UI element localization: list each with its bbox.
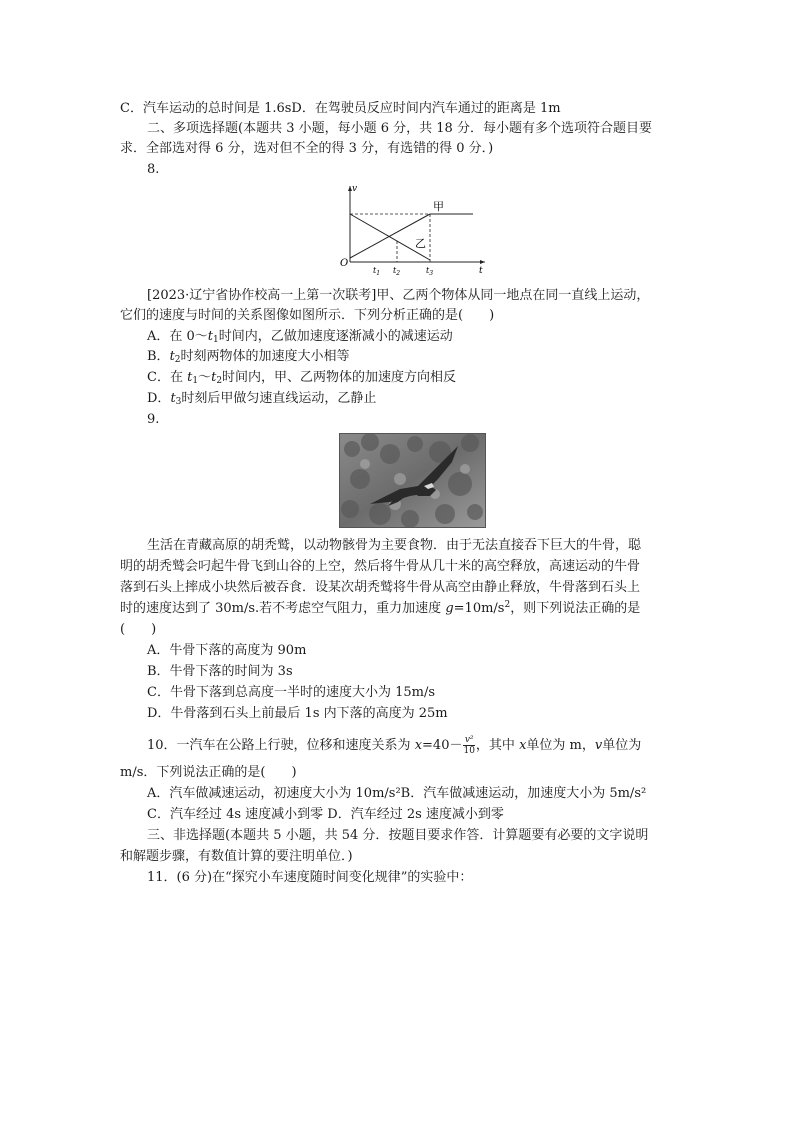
section2-heading-cont: 求．全部选对得 6 分，选对但不全的得 3 分，有选错的得 0 分．) xyxy=(120,141,494,156)
yi-label: 乙 xyxy=(415,237,426,250)
vt-graph xyxy=(335,180,495,280)
q9-option-d: D．牛骨落到石头上前最后 1s 内下落的高度为 25m xyxy=(147,706,448,721)
q9-option-c: C．牛骨下落到总高度一半时的速度大小为 15m/s xyxy=(147,685,435,700)
t-axis-arrow xyxy=(480,260,485,264)
origin-label: O xyxy=(340,258,349,269)
q9-para-1: 生活在青藏高原的胡秃鹫，以动物骸骨为主要食物．由于无法直接吞下巨大的牛骨，聪 xyxy=(147,538,642,553)
eagle-photo xyxy=(339,433,486,528)
q8-option-a: A．在 $0\sim t_1$时间内，乙做加速度逐渐减小的减速运动 xyxy=(147,329,453,345)
t3-label: $t_3$ xyxy=(426,266,434,277)
q9-option-b: B．牛骨下落的时间为 3s xyxy=(147,664,293,679)
q10-fraction: $\frac{\text{v²}}{10}$ xyxy=(463,735,475,756)
q8-number: 8. xyxy=(147,162,160,177)
q9-para-2: 明的胡秃鹫会叼起牛骨飞到山谷的上空，然后将牛骨从几十米的高空释放，高速运动的牛骨 xyxy=(120,559,641,574)
eagle-photo-image xyxy=(340,434,485,527)
q8-option-b: B．$t_2$时刻两物体的加速度大小相等 xyxy=(147,349,350,365)
q9-para-5: ( ) xyxy=(120,622,157,637)
q8-stem-1: [2023·辽宁省协作校高一上第一次联考]甲、乙两个物体从同一地点在同一直线上运动， xyxy=(147,288,650,303)
q9-para-4: 时的速度达到了 30m/s.若不考虑空气阻力，重力加速度 $g=10m/s^2$，则下列说法正确的是 xyxy=(120,600,641,616)
t-axis-label: t xyxy=(479,266,483,276)
section3-heading-cont: 和解题步骤，有数值计算的要注明单位．) xyxy=(120,849,353,864)
q10-options-cd: C．汽车经过 4s 速度减小到零 D．汽车经过 2s 速度减小到零 xyxy=(147,807,504,822)
q7-options-cd: C．汽车运动的总时间是 1.6sD．在驾驶员反应时间内汽车通过的距离是 1m xyxy=(120,101,561,116)
q8-option-c: C．在 $t_1\sim t_2$时间内，甲、乙两物体的加速度方向相反 xyxy=(147,370,457,386)
t1-label: $t_1$ xyxy=(373,266,381,277)
jia-label: 甲 xyxy=(433,200,444,213)
t2-label: $t_2$ xyxy=(393,266,401,277)
q10-stem-2: m/s．下列说法正确的是( ) xyxy=(120,765,297,780)
q8-option-d: D．$t_3$时刻后甲做匀速直线运动，乙静止 xyxy=(147,391,377,407)
v-axis-label: v xyxy=(352,184,358,194)
q11-stem: 11．(6 分)在“探究小车速度随时间变化规律”的实验中： xyxy=(147,870,473,885)
q9-para-3: 落到石头上摔成小块然后被吞食．设某次胡秃鹫将牛骨从高空由静止释放，牛骨落到石头上 xyxy=(120,580,641,595)
q10-options-ab: A．汽车做减速运动，初速度大小为 10m/s²B．汽车做减速运动，加速度大小为 5m/s² xyxy=(147,786,647,801)
section2-heading: 二、多项选择题(本题共 3 小题，每小题 6 分，共 18 分．每小题有多个选项符合题目要 xyxy=(147,121,652,136)
section3-heading: 三、非选择题(本题共 5 小题，共 54 分．按题目要求作答．计算题要有必要的文字说明 xyxy=(147,828,649,843)
q9-option-a: A．牛骨下落的高度为 90m xyxy=(147,643,307,658)
q10-stem-1: 10．一汽车在公路上行驶，位移和速度关系为 x=40－ $\frac{\text{v²}}{10}$ ，其中 x单位为 m，v单位为 xyxy=(147,735,642,756)
q9-number: 9. xyxy=(147,412,160,427)
q8-stem-2: 它们的速度与时间的关系图像如图所示．下列分析正确的是( ) xyxy=(120,308,495,323)
